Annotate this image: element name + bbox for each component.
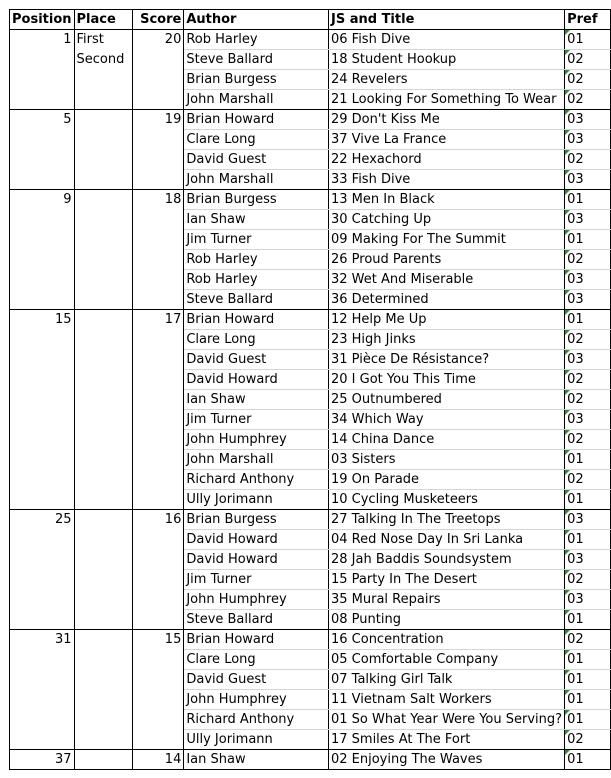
pref-cell[interactable]: 02 — [565, 70, 611, 90]
pref-cell[interactable]: 02 — [565, 50, 611, 70]
title-cell[interactable]: 33 Fish Dive — [328, 170, 564, 190]
author-cell[interactable]: Rob Harley — [184, 270, 329, 290]
title-cell[interactable]: 11 Vietnam Salt Workers — [328, 690, 564, 710]
pref-cell[interactable]: 01 — [565, 610, 611, 630]
author-cell[interactable]: Jim Turner — [184, 570, 329, 590]
title-cell[interactable]: 01 So What Year Were You Serving? — [328, 710, 564, 730]
author-cell[interactable]: David Guest — [184, 350, 329, 370]
table-row — [10, 750, 611, 770]
place-cell[interactable] — [74, 310, 133, 510]
author-cell[interactable]: Richard Anthony — [184, 710, 329, 730]
header-title[interactable]: JS and Title — [328, 10, 564, 30]
table-row — [10, 190, 611, 210]
place-cell[interactable] — [74, 750, 133, 770]
pref-cell[interactable]: 03 — [565, 210, 611, 230]
author-cell[interactable]: Rob Harley — [184, 30, 329, 50]
pref-cell[interactable]: 01 — [565, 690, 611, 710]
pref-cell[interactable]: 01 — [565, 670, 611, 690]
author-cell[interactable]: Clare Long — [184, 130, 329, 150]
author-cell[interactable]: Brian Burgess — [184, 510, 329, 530]
position-cell[interactable]: 1 — [10, 30, 75, 110]
pref-cell[interactable]: 03 — [565, 350, 611, 370]
author-cell[interactable]: John Marshall — [184, 170, 329, 190]
title-cell[interactable]: 12 Help Me Up — [328, 310, 564, 330]
header-row — [10, 10, 611, 30]
author-cell[interactable]: Brian Howard — [184, 630, 329, 650]
author-cell[interactable]: Brian Burgess — [184, 190, 329, 210]
author-cell[interactable]: John Humphrey — [184, 430, 329, 450]
pref-cell[interactable]: 03 — [565, 290, 611, 310]
author-cell[interactable]: David Howard — [184, 370, 329, 390]
author-cell[interactable]: Steve Ballard — [184, 290, 329, 310]
score-cell[interactable]: 18 — [133, 190, 184, 310]
author-cell[interactable]: David Howard — [184, 530, 329, 550]
title-cell[interactable]: 17 Smiles At The Fort — [328, 730, 564, 750]
author-cell[interactable]: Brian Howard — [184, 310, 329, 330]
title-cell[interactable]: 18 Student Hookup — [328, 50, 564, 70]
pref-cell[interactable]: 03 — [565, 510, 611, 530]
title-cell[interactable]: 06 Fish Dive — [328, 30, 564, 50]
table-row — [10, 510, 611, 530]
pref-cell[interactable]: 02 — [565, 330, 611, 350]
table-row — [10, 310, 611, 330]
title-cell[interactable]: 09 Making For The Summit — [328, 230, 564, 250]
title-cell[interactable]: 26 Proud Parents — [328, 250, 564, 270]
title-cell[interactable]: 14 China Dance — [328, 430, 564, 450]
table-body — [10, 30, 611, 770]
author-cell[interactable]: Ully Jorimann — [184, 730, 329, 750]
title-cell[interactable]: 13 Men In Black — [328, 190, 564, 210]
title-cell[interactable]: 28 Jah Baddis Soundsystem — [328, 550, 564, 570]
title-cell[interactable]: 22 Hexachord — [328, 150, 564, 170]
pref-cell[interactable]: 01 — [565, 190, 611, 210]
author-cell[interactable]: Clare Long — [184, 330, 329, 350]
place-cell[interactable] — [74, 110, 133, 190]
score-cell[interactable]: 16 — [133, 510, 184, 630]
author-cell[interactable]: Rob Harley — [184, 250, 329, 270]
author-cell[interactable]: Ian Shaw — [184, 390, 329, 410]
author-cell[interactable]: John Humphrey — [184, 590, 329, 610]
pref-cell[interactable]: 01 — [565, 230, 611, 250]
pref-cell[interactable]: 01 — [565, 710, 611, 730]
score-cell[interactable]: 20 — [133, 30, 184, 110]
pref-cell[interactable]: 01 — [565, 450, 611, 470]
pref-cell[interactable]: 02 — [565, 570, 611, 590]
results-table — [9, 9, 611, 770]
header-place[interactable]: Place — [74, 10, 133, 30]
title-cell[interactable]: 24 Revelers — [328, 70, 564, 90]
position-cell[interactable]: 31 — [10, 630, 75, 750]
title-cell[interactable]: 29 Don't Kiss Me — [328, 110, 564, 130]
pref-cell[interactable]: 02 — [565, 390, 611, 410]
place-cell[interactable]: First Second — [74, 30, 133, 110]
author-cell[interactable]: Ully Jorimann — [184, 490, 329, 510]
pref-cell[interactable]: 03 — [565, 590, 611, 610]
author-cell[interactable]: Richard Anthony — [184, 470, 329, 490]
title-cell[interactable]: 03 Sisters — [328, 450, 564, 470]
author-cell[interactable]: John Marshall — [184, 450, 329, 470]
title-cell[interactable]: 08 Punting — [328, 610, 564, 630]
title-cell[interactable]: 32 Wet And Miserable — [328, 270, 564, 290]
title-cell[interactable]: 35 Mural Repairs — [328, 590, 564, 610]
score-cell[interactable]: 15 — [133, 630, 184, 750]
pref-cell[interactable]: 01 — [565, 30, 611, 50]
pref-cell[interactable]: 02 — [565, 730, 611, 750]
author-cell[interactable]: Brian Burgess — [184, 70, 329, 90]
pref-cell[interactable]: 03 — [565, 130, 611, 150]
title-cell[interactable]: 19 On Parade — [328, 470, 564, 490]
pref-cell[interactable]: 02 — [565, 250, 611, 270]
header-score[interactable]: Score — [133, 10, 184, 30]
pref-cell[interactable]: 03 — [565, 110, 611, 130]
position-cell[interactable]: 37 — [10, 750, 75, 770]
author-cell[interactable]: John Marshall — [184, 90, 329, 110]
author-cell[interactable]: Ian Shaw — [184, 210, 329, 230]
pref-cell[interactable]: 02 — [565, 370, 611, 390]
title-cell[interactable]: 31 Pièce De Résistance? — [328, 350, 564, 370]
author-cell[interactable]: John Humphrey — [184, 690, 329, 710]
position-cell[interactable]: 5 — [10, 110, 75, 190]
author-cell[interactable]: David Guest — [184, 150, 329, 170]
position-cell[interactable]: 25 — [10, 510, 75, 630]
header-author[interactable]: Author — [184, 10, 329, 30]
title-cell[interactable]: 15 Party In The Desert — [328, 570, 564, 590]
pref-cell[interactable]: 02 — [565, 90, 611, 110]
author-cell[interactable]: Ian Shaw — [184, 750, 329, 770]
author-cell[interactable]: Steve Ballard — [184, 50, 329, 70]
title-cell[interactable]: 05 Comfortable Company — [328, 650, 564, 670]
title-cell[interactable]: 34 Which Way — [328, 410, 564, 430]
pref-cell[interactable]: 03 — [565, 170, 611, 190]
author-cell[interactable]: David Guest — [184, 670, 329, 690]
pref-cell[interactable]: 02 — [565, 630, 611, 650]
title-cell[interactable]: 36 Determined — [328, 290, 564, 310]
author-cell[interactable]: Brian Howard — [184, 110, 329, 130]
pref-cell[interactable]: 01 — [565, 750, 611, 770]
position-cell[interactable]: 9 — [10, 190, 75, 310]
score-cell[interactable]: 19 — [133, 110, 184, 190]
header-pref[interactable]: Pref — [565, 10, 611, 30]
author-cell[interactable]: David Howard — [184, 550, 329, 570]
pref-cell[interactable]: 01 — [565, 530, 611, 550]
pref-cell[interactable]: 01 — [565, 650, 611, 670]
place-cell[interactable] — [74, 190, 133, 310]
pref-cell[interactable]: 02 — [565, 150, 611, 170]
title-cell[interactable]: 20 I Got You This Time — [328, 370, 564, 390]
author-cell[interactable]: Jim Turner — [184, 410, 329, 430]
title-cell[interactable]: 23 High Jinks — [328, 330, 564, 350]
author-cell[interactable]: Clare Long — [184, 650, 329, 670]
title-cell[interactable]: 37 Vive La France — [328, 130, 564, 150]
pref-cell[interactable]: 03 — [565, 410, 611, 430]
title-cell[interactable]: 04 Red Nose Day In Sri Lanka — [328, 530, 564, 550]
title-cell[interactable]: 27 Talking In The Treetops — [328, 510, 564, 530]
score-cell[interactable]: 17 — [133, 310, 184, 510]
title-cell[interactable]: 30 Catching Up — [328, 210, 564, 230]
table-row — [10, 110, 611, 130]
title-cell[interactable]: 25 Outnumbered — [328, 390, 564, 410]
position-cell[interactable]: 15 — [10, 310, 75, 510]
author-cell[interactable]: Steve Ballard — [184, 610, 329, 630]
pref-cell[interactable]: 03 — [565, 550, 611, 570]
table-row — [10, 30, 611, 50]
place-cell[interactable] — [74, 630, 133, 750]
pref-cell[interactable]: 02 — [565, 430, 611, 450]
pref-cell[interactable]: 01 — [565, 490, 611, 510]
title-cell[interactable]: 16 Concentration — [328, 630, 564, 650]
table-row — [10, 630, 611, 650]
pref-cell[interactable]: 01 — [565, 310, 611, 330]
place-cell[interactable] — [74, 510, 133, 630]
author-cell[interactable]: Jim Turner — [184, 230, 329, 250]
header-position[interactable]: Position — [10, 10, 75, 30]
score-cell[interactable]: 14 — [133, 750, 184, 770]
title-cell[interactable]: 10 Cycling Musketeers — [328, 490, 564, 510]
title-cell[interactable]: 07 Talking Girl Talk — [328, 670, 564, 690]
title-cell[interactable]: 02 Enjoying The Waves — [328, 750, 564, 770]
title-cell[interactable]: 21 Looking For Something To Wear — [328, 90, 564, 110]
pref-cell[interactable]: 03 — [565, 270, 611, 290]
pref-cell[interactable]: 02 — [565, 470, 611, 490]
